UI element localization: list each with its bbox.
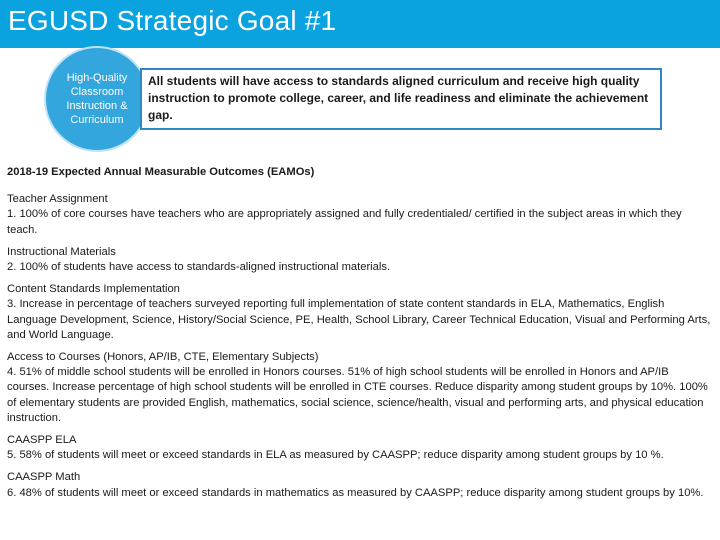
- goal-area-line: Classroom: [70, 86, 124, 98]
- eamo-section-caaspp-ela: [7, 433, 711, 463]
- eamo-section-caaspp-math: [7, 470, 711, 500]
- section-text: 6. 48% of students will meet or exceed standards in mathematics as measured by CAASPP; reduce disparity among student groups by 10%.: [7, 486, 704, 499]
- section-heading: Content Standards Implementation: [7, 283, 180, 296]
- section-text: 4. 51% of middle school students will be enrolled in Honors courses. 51% of high school students will be enrolled in Honors and AP/IB courses. Increase percentage of high school students will be enrolled in CTE courses. Reduce disparity among student groups by 10%. 100% of elementary students are provided English, mathematics, social science, science/health, visual and performing arts, and physical education instruction.: [7, 366, 708, 424]
- goal-area-line: Curriculum: [70, 114, 124, 126]
- goal-area-line: Instruction &: [66, 100, 128, 112]
- eamo-section-content-standards: [7, 282, 711, 343]
- goal-statement-box: [140, 68, 662, 130]
- section-text: 5. 58% of students will meet or exceed standards in ELA as measured by CAASPP; reduce disparity among student groups by 10 %.: [7, 449, 664, 462]
- section-text: 2. 100% of students have access to standards-aligned instructional materials.: [7, 261, 391, 274]
- section-text: 1. 100% of core courses have teachers who are appropriately assigned and fully credentialed/ certified in the subject areas in which they teach.: [7, 208, 682, 236]
- goal-area-line: High-Quality: [66, 72, 128, 84]
- eamo-content: [7, 165, 711, 508]
- section-heading: CAASPP ELA: [7, 434, 77, 447]
- eamo-section-instructional-materials: [7, 245, 711, 275]
- section-text: 3. Increase in percentage of teachers surveyed reporting full implementation of state content standards in ELA, Mathematics, English Language Development, Science, History/Social Science, PE, Health, School Library, Career Technical Education, Visual and Performing Arts, and World Language.: [7, 298, 711, 341]
- eamo-heading: 2018-19 Expected Annual Measurable Outcomes (EAMOs): [7, 166, 315, 178]
- section-heading: Access to Courses (Honors, AP/IB, CTE, Elementary Subjects): [7, 351, 319, 364]
- goal-area-circle: [46, 48, 148, 150]
- eamo-section-access-to-courses: [7, 350, 711, 426]
- section-heading: Instructional Materials: [7, 245, 116, 258]
- title-banner: [0, 0, 720, 48]
- page-title: EGUSD Strategic Goal #1: [8, 5, 337, 36]
- eamo-section-teacher-assignment: [7, 192, 711, 238]
- section-heading: Teacher Assignment: [7, 193, 108, 206]
- goal-statement: All students will have access to standards aligned curriculum and receive high quality instruction to promote college, career, and life readiness and eliminate the achievement gap.: [148, 74, 649, 122]
- section-heading: CAASPP Math: [7, 471, 81, 484]
